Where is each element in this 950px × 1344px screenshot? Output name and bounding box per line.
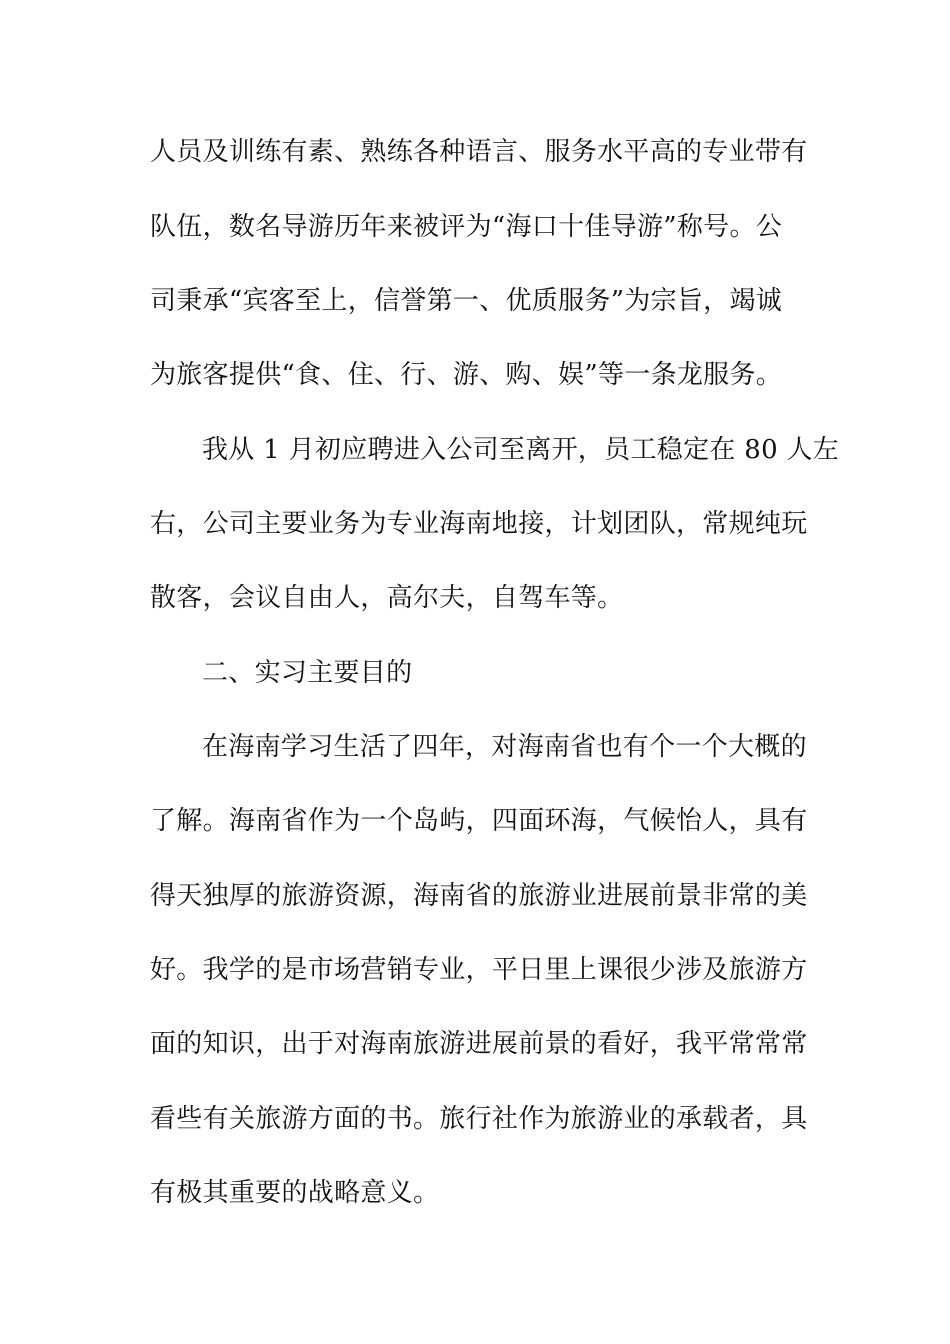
text-line: 右，公司主要业务为专业海南地接，计划团队，常规纯玩	[150, 509, 808, 539]
text-line: 为旅客提供“食、住、行、游、购、娱”等一条龙服务。	[150, 360, 783, 390]
text-line: 有极其重要的战略意义。	[150, 1178, 440, 1208]
text-line: 散客，会议自由人，高尔夫，自驾车等。	[150, 583, 624, 613]
paragraph-first-line: 我从 1 月初应聘进入公司至离开，员工稳定在 80 人左	[202, 435, 840, 465]
text-line: 司秉承“宾客至上，信誉第一、优质服务”为宗旨，竭诚	[150, 286, 783, 316]
text-line: 看些有关旅游方面的书。旅行社作为旅游业的承载者，具	[150, 1104, 808, 1134]
text-line: 面的知识，出于对海南旅游进展前景的看好，我平常常常	[150, 1029, 808, 1059]
paragraph-first-line: 在海南学习生活了四年，对海南省也有个一个大概的	[202, 732, 807, 762]
text-line: 队伍，数名导游历年来被评为“海口十佳导游”称号。公	[150, 212, 783, 242]
section-heading: 二、实习主要目的	[202, 658, 413, 688]
text-line: 人员及训练有素、熟练各种语言、服务水平高的专业带有	[150, 137, 808, 167]
text-line: 了解。海南省作为一个岛屿，四面环海，气候怡人，具有	[150, 806, 808, 836]
text-line: 好。我学的是市场营销专业，平日里上课很少涉及旅游方	[150, 955, 808, 985]
text-line: 得天独厚的旅游资源，海南省的旅游业进展前景非常的美	[150, 881, 808, 911]
